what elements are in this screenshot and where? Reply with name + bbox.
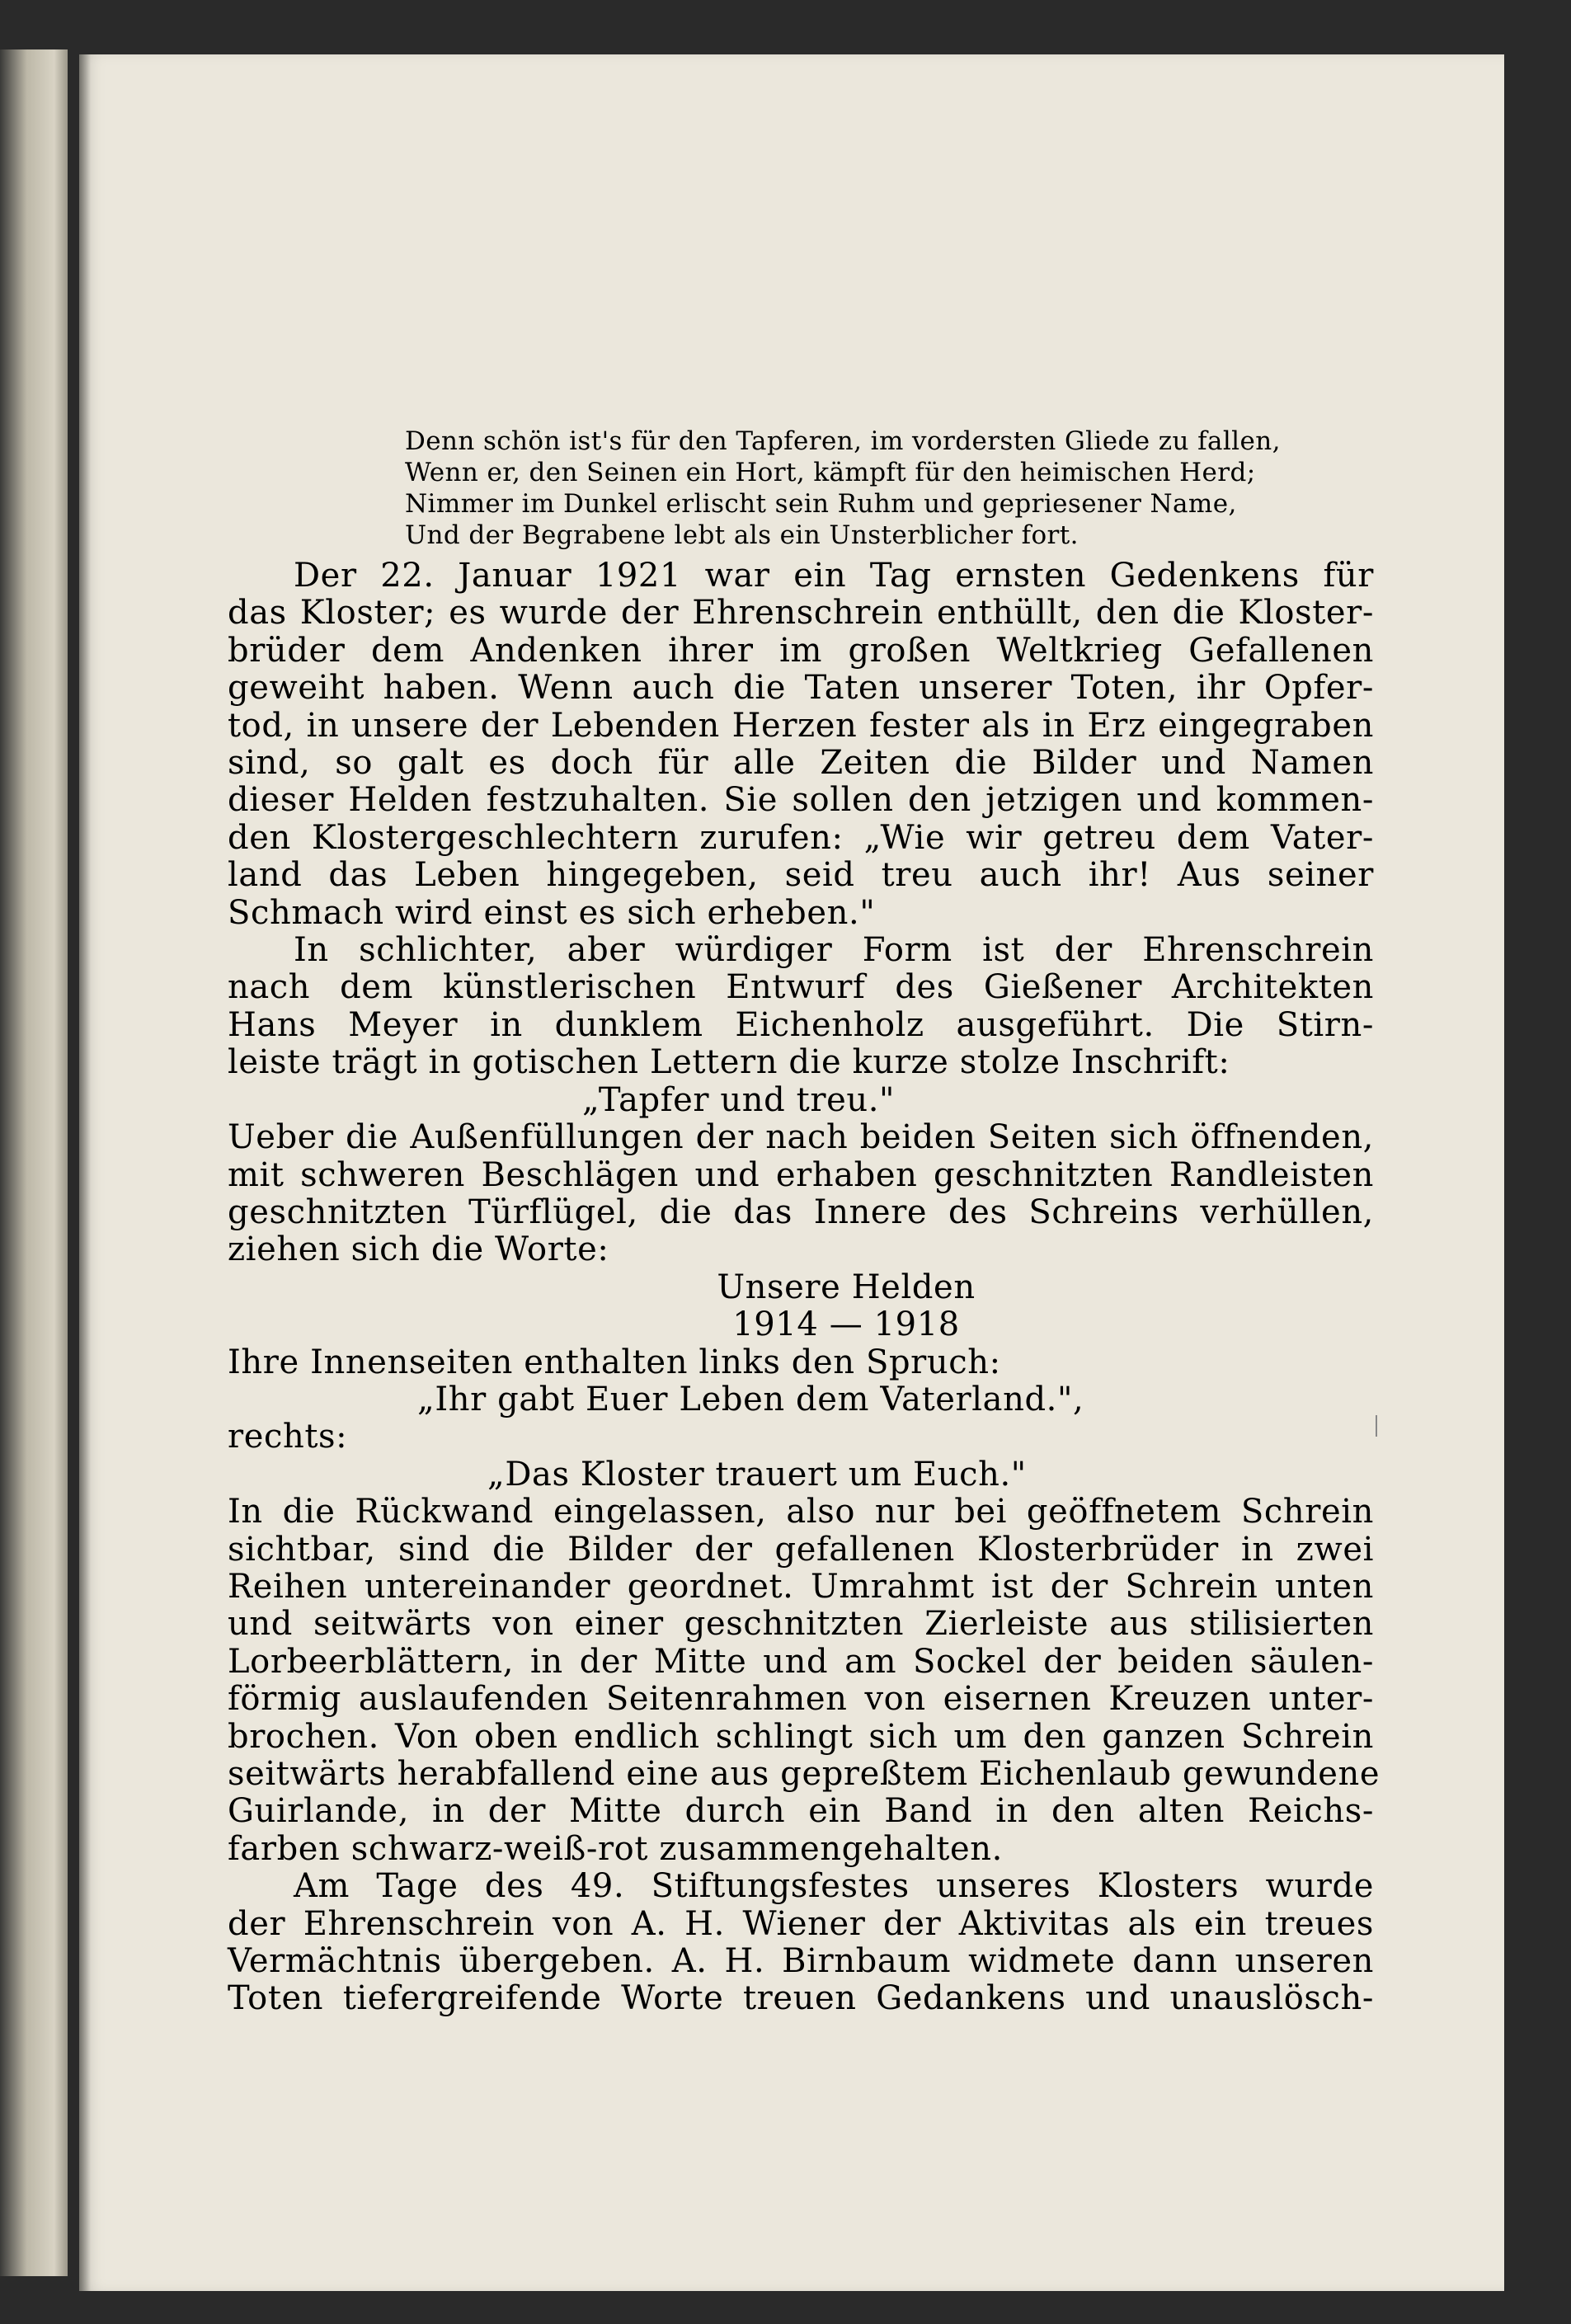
text-line: brüder dem Andenken ihrer im großen Weltkrieg Gefallenen xyxy=(228,631,1374,670)
text-line: land das Leben hingegeben, seid treu auch ihr! Aus seiner xyxy=(228,856,1374,895)
inscription-quote: „Tapfer und treu." xyxy=(582,1080,896,1119)
poem-line: Und der Begrabene lebt als ein Unsterblicher fort. xyxy=(405,520,1079,550)
text-line: Ueber die Außenfüllungen der nach beiden Seiten sich öffnenden, xyxy=(228,1118,1374,1157)
book-page xyxy=(79,54,1504,2291)
text-line: leiste trägt in gotischen Lettern die kurze stolze Inschrift: xyxy=(228,1043,1230,1082)
text-line: Vermächtnis übergeben. A. H. Birnbaum widmete dann unseren xyxy=(228,1942,1374,1981)
margin-mark xyxy=(1376,1415,1377,1437)
text-line: tod, in unsere der Lebenden Herzen fester als in Erz eingegraben xyxy=(228,706,1374,745)
text-line: Toten tiefergreifende Worte treuen Gedankens und unauslösch- xyxy=(228,1979,1374,2018)
text-line: Lorbeerblättern, in der Mitte und am Sockel der beiden säulen- xyxy=(228,1642,1374,1681)
left-page-edge xyxy=(0,49,68,2276)
text-line: den Klostergeschlechtern zurufen: „Wie wir getreu dem Vater- xyxy=(228,818,1374,857)
text-line: sichtbar, sind die Bilder der gefallenen Klosterbrüder in zwei xyxy=(228,1530,1374,1569)
text-line: das Kloster; es wurde der Ehrenschrein enthüllt, den die Kloster- xyxy=(228,594,1374,633)
inscription-years: 1914 — 1918 xyxy=(732,1305,960,1344)
text-line: Am Tage des 49. Stiftungsfestes unseres Klosters wurde xyxy=(294,1867,1374,1906)
text-line: mit schweren Beschlägen und erhaben geschnitzten Randleisten xyxy=(228,1155,1374,1194)
text-line: In die Rückwand eingelassen, also nur bei geöffnetem Schrein xyxy=(228,1493,1374,1531)
text-line: geschnitzten Türflügel, die das Innere des Schreins verhüllen, xyxy=(228,1193,1374,1231)
text-line: Hans Meyer in dunklem Eichenholz ausgeführt. Die Stirn- xyxy=(228,1005,1374,1044)
text-line: Guirlande, in der Mitte durch ein Band in den alten Reichs- xyxy=(228,1792,1374,1831)
text-line: der Ehrenschrein von A. H. Wiener der Aktivitas als ein treues xyxy=(228,1904,1374,1943)
text-line: Reihen untereinander geordnet. Umrahmt ist der Schrein unten xyxy=(228,1567,1374,1606)
text-line: In schlichter, aber würdiger Form ist der Ehrenschrein xyxy=(294,931,1374,970)
epigraph-poem xyxy=(405,426,1281,551)
body-text xyxy=(228,557,1381,2018)
text-line: sind, so galt es doch für alle Zeiten die Bilder und Namen xyxy=(228,744,1374,783)
text-line: ziehen sich die Worte: xyxy=(228,1230,609,1269)
text-line: brochen. Von oben endlich schlingt sich um den ganzen Schrein xyxy=(228,1717,1374,1756)
poem-line: Wenn er, den Seinen ein Hort, kämpft für den heimischen Herd; xyxy=(405,458,1256,487)
text-line: und seitwärts von einer geschnitzten Zierleiste aus stilisierten xyxy=(228,1605,1374,1644)
text-line: rechts: xyxy=(228,1418,348,1456)
text-line: farben schwarz-weiß-rot zusammengehalten. xyxy=(228,1829,1003,1868)
text-line: förmig auslaufenden Seitenrahmen von eisernen Kreuzen unter- xyxy=(228,1680,1374,1719)
text-line: Der 22. Januar 1921 war ein Tag ernsten Gedenkens für xyxy=(294,557,1374,595)
text-line: geweiht haben. Wenn auch die Taten unserer Toten, ihr Opfer- xyxy=(228,669,1374,708)
inscription-title: Unsere Helden xyxy=(717,1268,976,1306)
right-saying-quote: „Das Kloster trauert um Euch." xyxy=(487,1455,1027,1494)
text-line: dieser Helden festzuhalten. Sie sollen den jetzigen und kommen- xyxy=(228,781,1374,820)
poem-line: Nimmer im Dunkel erlischt sein Ruhm und gepriesener Name, xyxy=(405,489,1237,519)
text-line: nach dem künstlerischen Entwurf des Gießener Architekten xyxy=(228,968,1374,1007)
text-line: seitwärts herabfallend eine aus gepreßtem Eichenlaub gewundene xyxy=(228,1755,1381,1793)
text-line: Schmach wird einst es sich erheben." xyxy=(228,893,876,932)
poem-line: Denn schön ist's für den Tapferen, im vordersten Gliede zu fallen, xyxy=(405,426,1281,456)
left-saying-quote: „Ihr gabt Euer Leben dem Vaterland.", xyxy=(417,1380,1084,1418)
text-line: Ihre Innenseiten enthalten links den Spruch: xyxy=(228,1343,1001,1381)
page-gutter-shadow xyxy=(79,54,91,2291)
